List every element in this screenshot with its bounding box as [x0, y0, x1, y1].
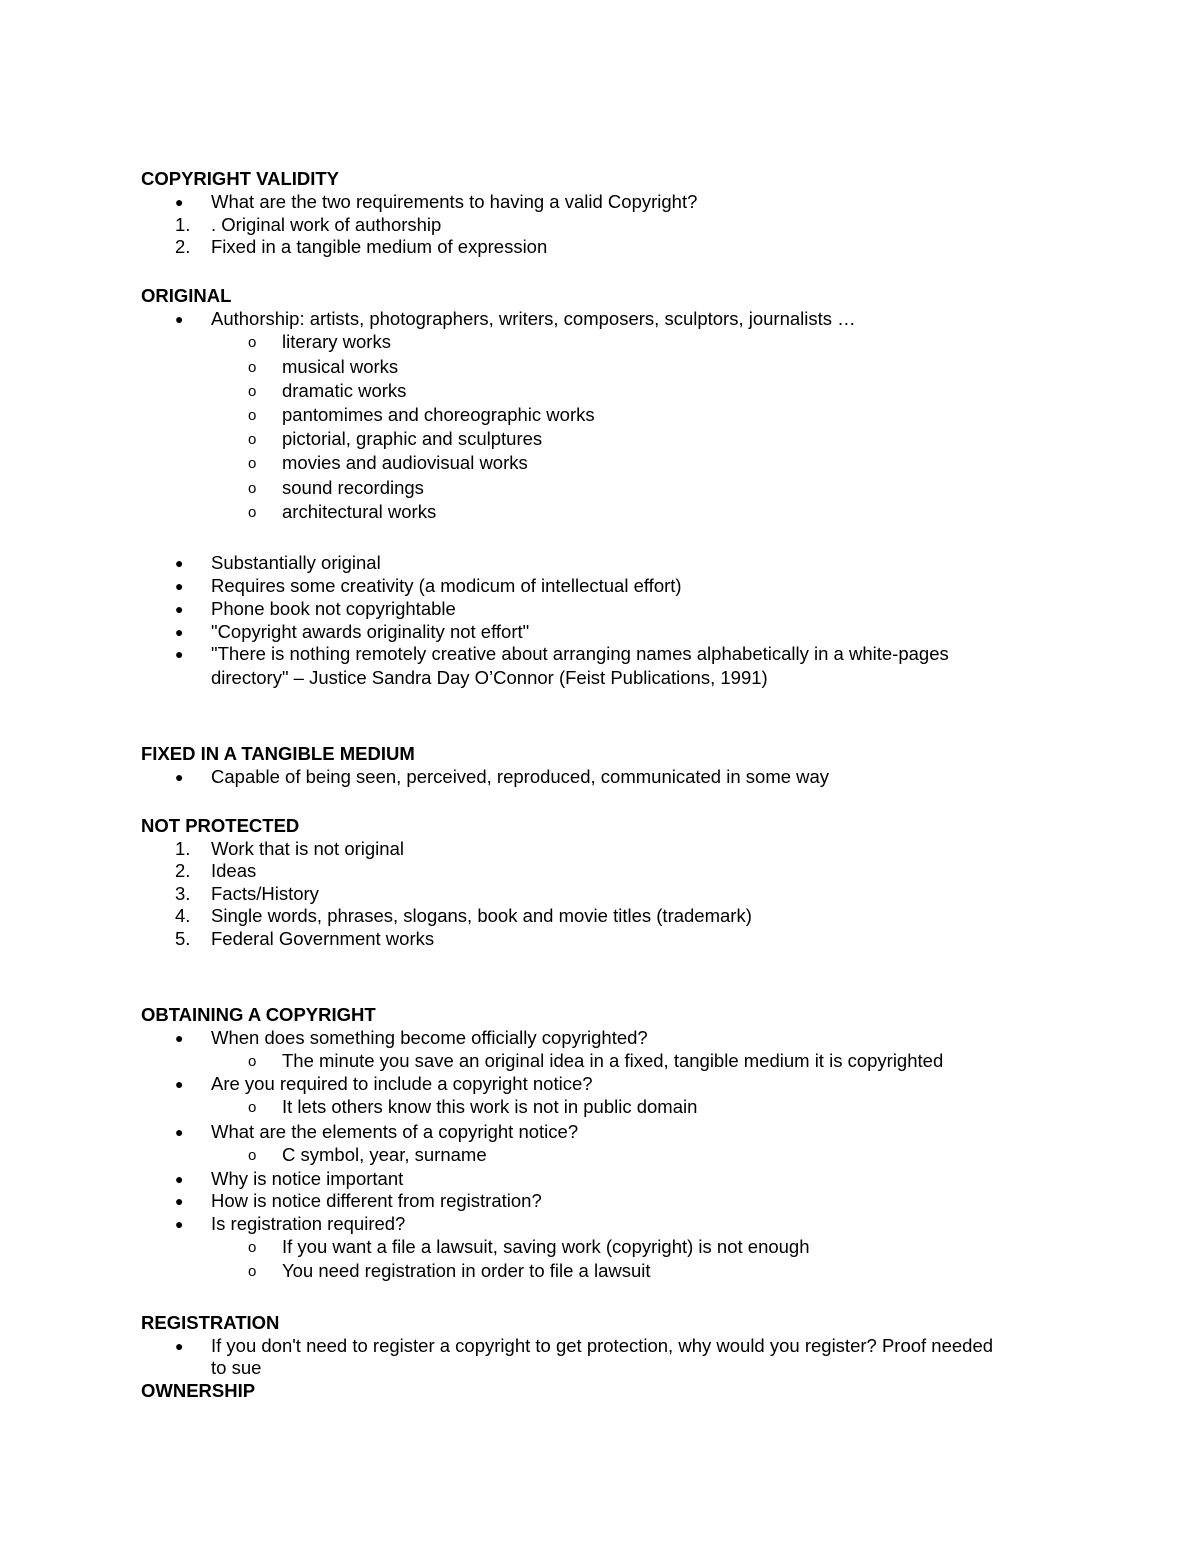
sub-bullet-marker: o — [248, 1239, 257, 1256]
list-number: 2. — [175, 860, 191, 881]
bullet-marker: ● — [175, 578, 184, 594]
bullet-marker: ● — [175, 1171, 184, 1187]
bullet-marker: ● — [175, 601, 184, 617]
section-heading-registration: REGISTRATION — [141, 1312, 280, 1333]
bullet-marker: ● — [175, 1338, 184, 1354]
sub-list-item: You need registration in order to file a lawsuit — [282, 1260, 651, 1281]
list-item: Single words, phrases, slogans, book and movie titles (trademark) — [211, 905, 752, 926]
list-item: Capable of being seen, perceived, reproduced, communicated in some way — [211, 766, 830, 787]
bullet-marker: ● — [175, 769, 184, 785]
section-heading-copyright-validity: COPYRIGHT VALIDITY — [141, 168, 340, 189]
sub-list-item: C symbol, year, surname — [282, 1144, 487, 1165]
list-item: Is registration required? — [211, 1213, 406, 1234]
bullet-marker: ● — [175, 1216, 184, 1232]
bullet-marker: ● — [175, 624, 184, 640]
quote-line: "There is nothing remotely creative about arranging names alphabetically in a white-pages — [211, 643, 949, 664]
list-number: 4. — [175, 905, 191, 926]
list-item-continuation: to sue — [211, 1357, 262, 1378]
list-item: When does something become officially copyrighted? — [211, 1027, 648, 1048]
list-item: Work that is not original — [211, 838, 404, 859]
list-item: Authorship: artists, photographers, writers, composers, sculptors, journalists … — [211, 308, 856, 329]
sub-list-item: literary works — [282, 331, 391, 352]
bullet-marker: ● — [175, 555, 184, 571]
list-item: Phone book not copyrightable — [211, 598, 456, 619]
sub-list-item: If you want a file a lawsuit, saving work (copyright) is not enough — [282, 1236, 810, 1257]
sub-bullet-marker: o — [248, 455, 257, 472]
sub-bullet-marker: o — [248, 407, 257, 424]
bullet-marker: ● — [175, 311, 184, 327]
sub-list-item: pictorial, graphic and sculptures — [282, 428, 543, 449]
sub-list-item: movies and audiovisual works — [282, 452, 528, 473]
quote-line: directory" – Justice Sandra Day O’Connor (Feist Publications, 1991) — [211, 667, 768, 688]
sub-bullet-marker: o — [248, 1099, 257, 1116]
list-number: 1. — [175, 838, 191, 859]
bullet-marker: ● — [175, 646, 184, 662]
list-number: 1. — [175, 214, 191, 235]
list-item: Substantially original — [211, 552, 381, 573]
bullet-marker: ● — [175, 1193, 184, 1209]
list-item: If you don't need to register a copyright to get protection, why would you register? Proof needed — [211, 1335, 994, 1356]
list-item: What are the two requirements to having a valid Copyright? — [211, 191, 698, 212]
sub-list-item: The minute you save an original idea in a fixed, tangible medium it is copyrighted — [282, 1050, 944, 1071]
sub-list-item: musical works — [282, 356, 399, 377]
bullet-marker: ● — [175, 194, 184, 210]
sub-bullet-marker: o — [248, 1263, 257, 1280]
list-number: 5. — [175, 928, 191, 949]
sub-bullet-marker: o — [248, 431, 257, 448]
list-item: Facts/History — [211, 883, 319, 904]
section-heading-not-protected: NOT PROTECTED — [141, 815, 300, 836]
sub-bullet-marker: o — [248, 383, 257, 400]
sub-bullet-marker: o — [248, 504, 257, 521]
list-item: Why is notice important — [211, 1168, 404, 1189]
bullet-marker: ● — [175, 1076, 184, 1092]
list-item: "Copyright awards originality not effort" — [211, 621, 530, 642]
sub-bullet-marker: o — [248, 334, 257, 351]
bullet-marker: ● — [175, 1124, 184, 1140]
list-item: How is notice different from registration? — [211, 1190, 542, 1211]
list-item: Requires some creativity (a modicum of intellectual effort) — [211, 575, 682, 596]
sub-bullet-marker: o — [248, 1053, 257, 1070]
sub-bullet-marker: o — [248, 480, 257, 497]
list-item: Are you required to include a copyright notice? — [211, 1073, 593, 1094]
section-heading-obtaining: OBTAINING A COPYRIGHT — [141, 1004, 376, 1025]
section-heading-ownership: OWNERSHIP — [141, 1380, 256, 1401]
sub-list-item: sound recordings — [282, 477, 424, 498]
sub-list-item: dramatic works — [282, 380, 407, 401]
list-number: 3. — [175, 883, 191, 904]
list-number: 2. — [175, 236, 191, 257]
sub-list-item: pantomimes and choreographic works — [282, 404, 595, 425]
section-heading-fixed: FIXED IN A TANGIBLE MEDIUM — [141, 743, 415, 764]
section-heading-original: ORIGINAL — [141, 285, 232, 306]
bullet-marker: ● — [175, 1030, 184, 1046]
list-item: . Original work of authorship — [211, 214, 442, 235]
list-item: Fixed in a tangible medium of expression — [211, 236, 548, 257]
sub-bullet-marker: o — [248, 1147, 257, 1164]
sub-bullet-marker: o — [248, 359, 257, 376]
list-item: Federal Government works — [211, 928, 435, 949]
sub-list-item: architectural works — [282, 501, 437, 522]
list-item: What are the elements of a copyright notice? — [211, 1121, 579, 1142]
list-item: Ideas — [211, 860, 257, 881]
sub-list-item: It lets others know this work is not in public domain — [282, 1096, 698, 1117]
